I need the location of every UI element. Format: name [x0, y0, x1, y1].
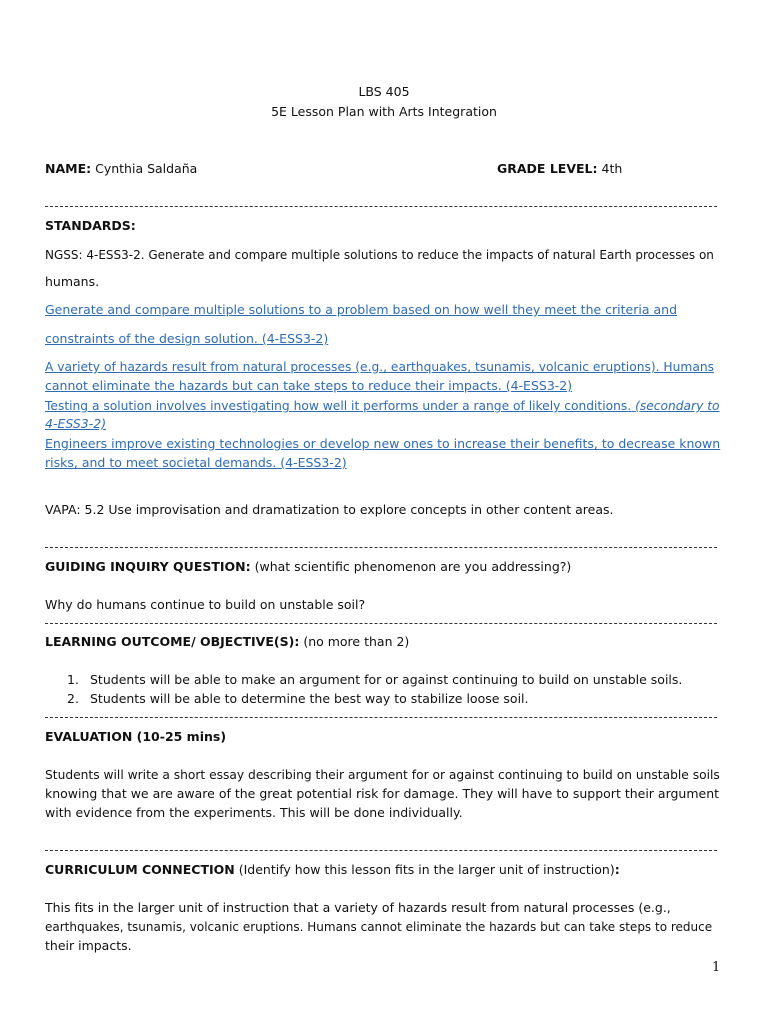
curriculum-text: their impacts. — [45, 938, 132, 953]
standard-link-3-cont[interactable]: 4-ESS3-2) — [45, 416, 107, 431]
evaluation-heading: EVALUATION (10-25 mins) — [45, 729, 227, 744]
guiding-question: Why do humans continue to build on unstable soil? — [45, 597, 366, 612]
outcome-note: (no more than 2) — [303, 634, 410, 649]
curriculum-text: This fits in the larger unit of instruction that a variety of hazards result from natural processes (e.g., — [45, 900, 671, 915]
name-value: Cynthia Saldaña — [95, 161, 198, 176]
section-divider — [45, 717, 717, 718]
guiding-question-row — [45, 558, 571, 576]
standard-link-2-cont[interactable]: cannot eliminate the hazards but can take steps to reduce their impacts. (4-ESS3-2) — [45, 378, 573, 393]
evaluation-text: with evidence from the experiments. This will be done individually. — [45, 805, 463, 820]
curriculum-note: (Identify how this lesson fits in the larger unit of instruction) — [238, 862, 615, 877]
outcome-row — [45, 633, 409, 651]
standard-link-3-italic: (secondary to — [635, 399, 720, 413]
objective-item: Students will be able to make an argument for or against continuing to build on unstable soils. — [90, 672, 683, 687]
grade-value: 4th — [601, 161, 623, 176]
standard-link-4-cont[interactable]: risks, and to meet societal demands. (4-ESS3-2) — [45, 455, 347, 470]
objective-number: 2. — [67, 691, 79, 706]
grade-row — [497, 160, 622, 178]
name-row — [45, 160, 197, 178]
document-title: 5E Lesson Plan with Arts Integration — [271, 104, 497, 119]
section-divider — [45, 623, 717, 624]
standard-link-2[interactable]: A variety of hazards result from natural processes (e.g., earthquakes, tsunamis, volcanic eruptions). Humans — [45, 360, 714, 374]
outcome-heading: LEARNING OUTCOME/ OBJECTIVE(S): — [45, 634, 300, 649]
section-divider — [45, 547, 717, 548]
curriculum-colon: : — [614, 862, 620, 877]
curriculum-row — [45, 861, 620, 879]
evaluation-text: knowing that we are aware of the great potential risk for damage. They will have to support their argument — [45, 786, 720, 801]
curriculum-text: earthquakes, tsunamis, volcanic eruptions. Humans cannot eliminate the hazards but can take steps to reduce — [45, 920, 713, 934]
ngss-standard-cont: humans. — [45, 274, 100, 289]
objective-number: 1. — [67, 672, 79, 687]
standard-link-3[interactable] — [45, 397, 720, 415]
ngss-standard: NGSS: 4-ESS3-2. Generate and compare multiple solutions to reduce the impacts of natural Earth processes on — [45, 248, 714, 262]
standard-link-3-text: Testing a solution involves investigating how well it performs under a range of likely conditions. — [45, 399, 632, 413]
section-divider — [45, 206, 717, 207]
guiding-note: (what scientific phenomenon are you addressing?) — [254, 559, 572, 574]
standard-link-4[interactable]: Engineers improve existing technologies or develop new ones to increase their benefits, to decrease known — [45, 436, 721, 451]
vapa-standard: VAPA: 5.2 Use improvisation and dramatization to explore concepts in other content areas. — [45, 502, 614, 517]
objective-item: Students will be able to determine the best way to stabilize loose soil. — [90, 691, 529, 706]
evaluation-text: Students will write a short essay describing their argument for or against continuing to build on unstable soils — [45, 768, 720, 782]
section-divider — [45, 850, 717, 851]
curriculum-heading: CURRICULUM CONNECTION — [45, 862, 235, 877]
course-code: LBS 405 — [358, 84, 410, 99]
standards-heading: STANDARDS: — [45, 218, 136, 233]
guiding-heading: GUIDING INQUIRY QUESTION: — [45, 559, 251, 574]
name-label: NAME: — [45, 161, 92, 176]
grade-label: GRADE LEVEL: — [497, 161, 598, 176]
standard-link-1[interactable]: Generate and compare multiple solutions to a problem based on how well they meet the criteria and — [45, 302, 678, 317]
standard-link-1-cont[interactable]: constraints of the design solution. (4-ESS3-2) — [45, 331, 329, 346]
page-number: 1 — [712, 960, 721, 975]
